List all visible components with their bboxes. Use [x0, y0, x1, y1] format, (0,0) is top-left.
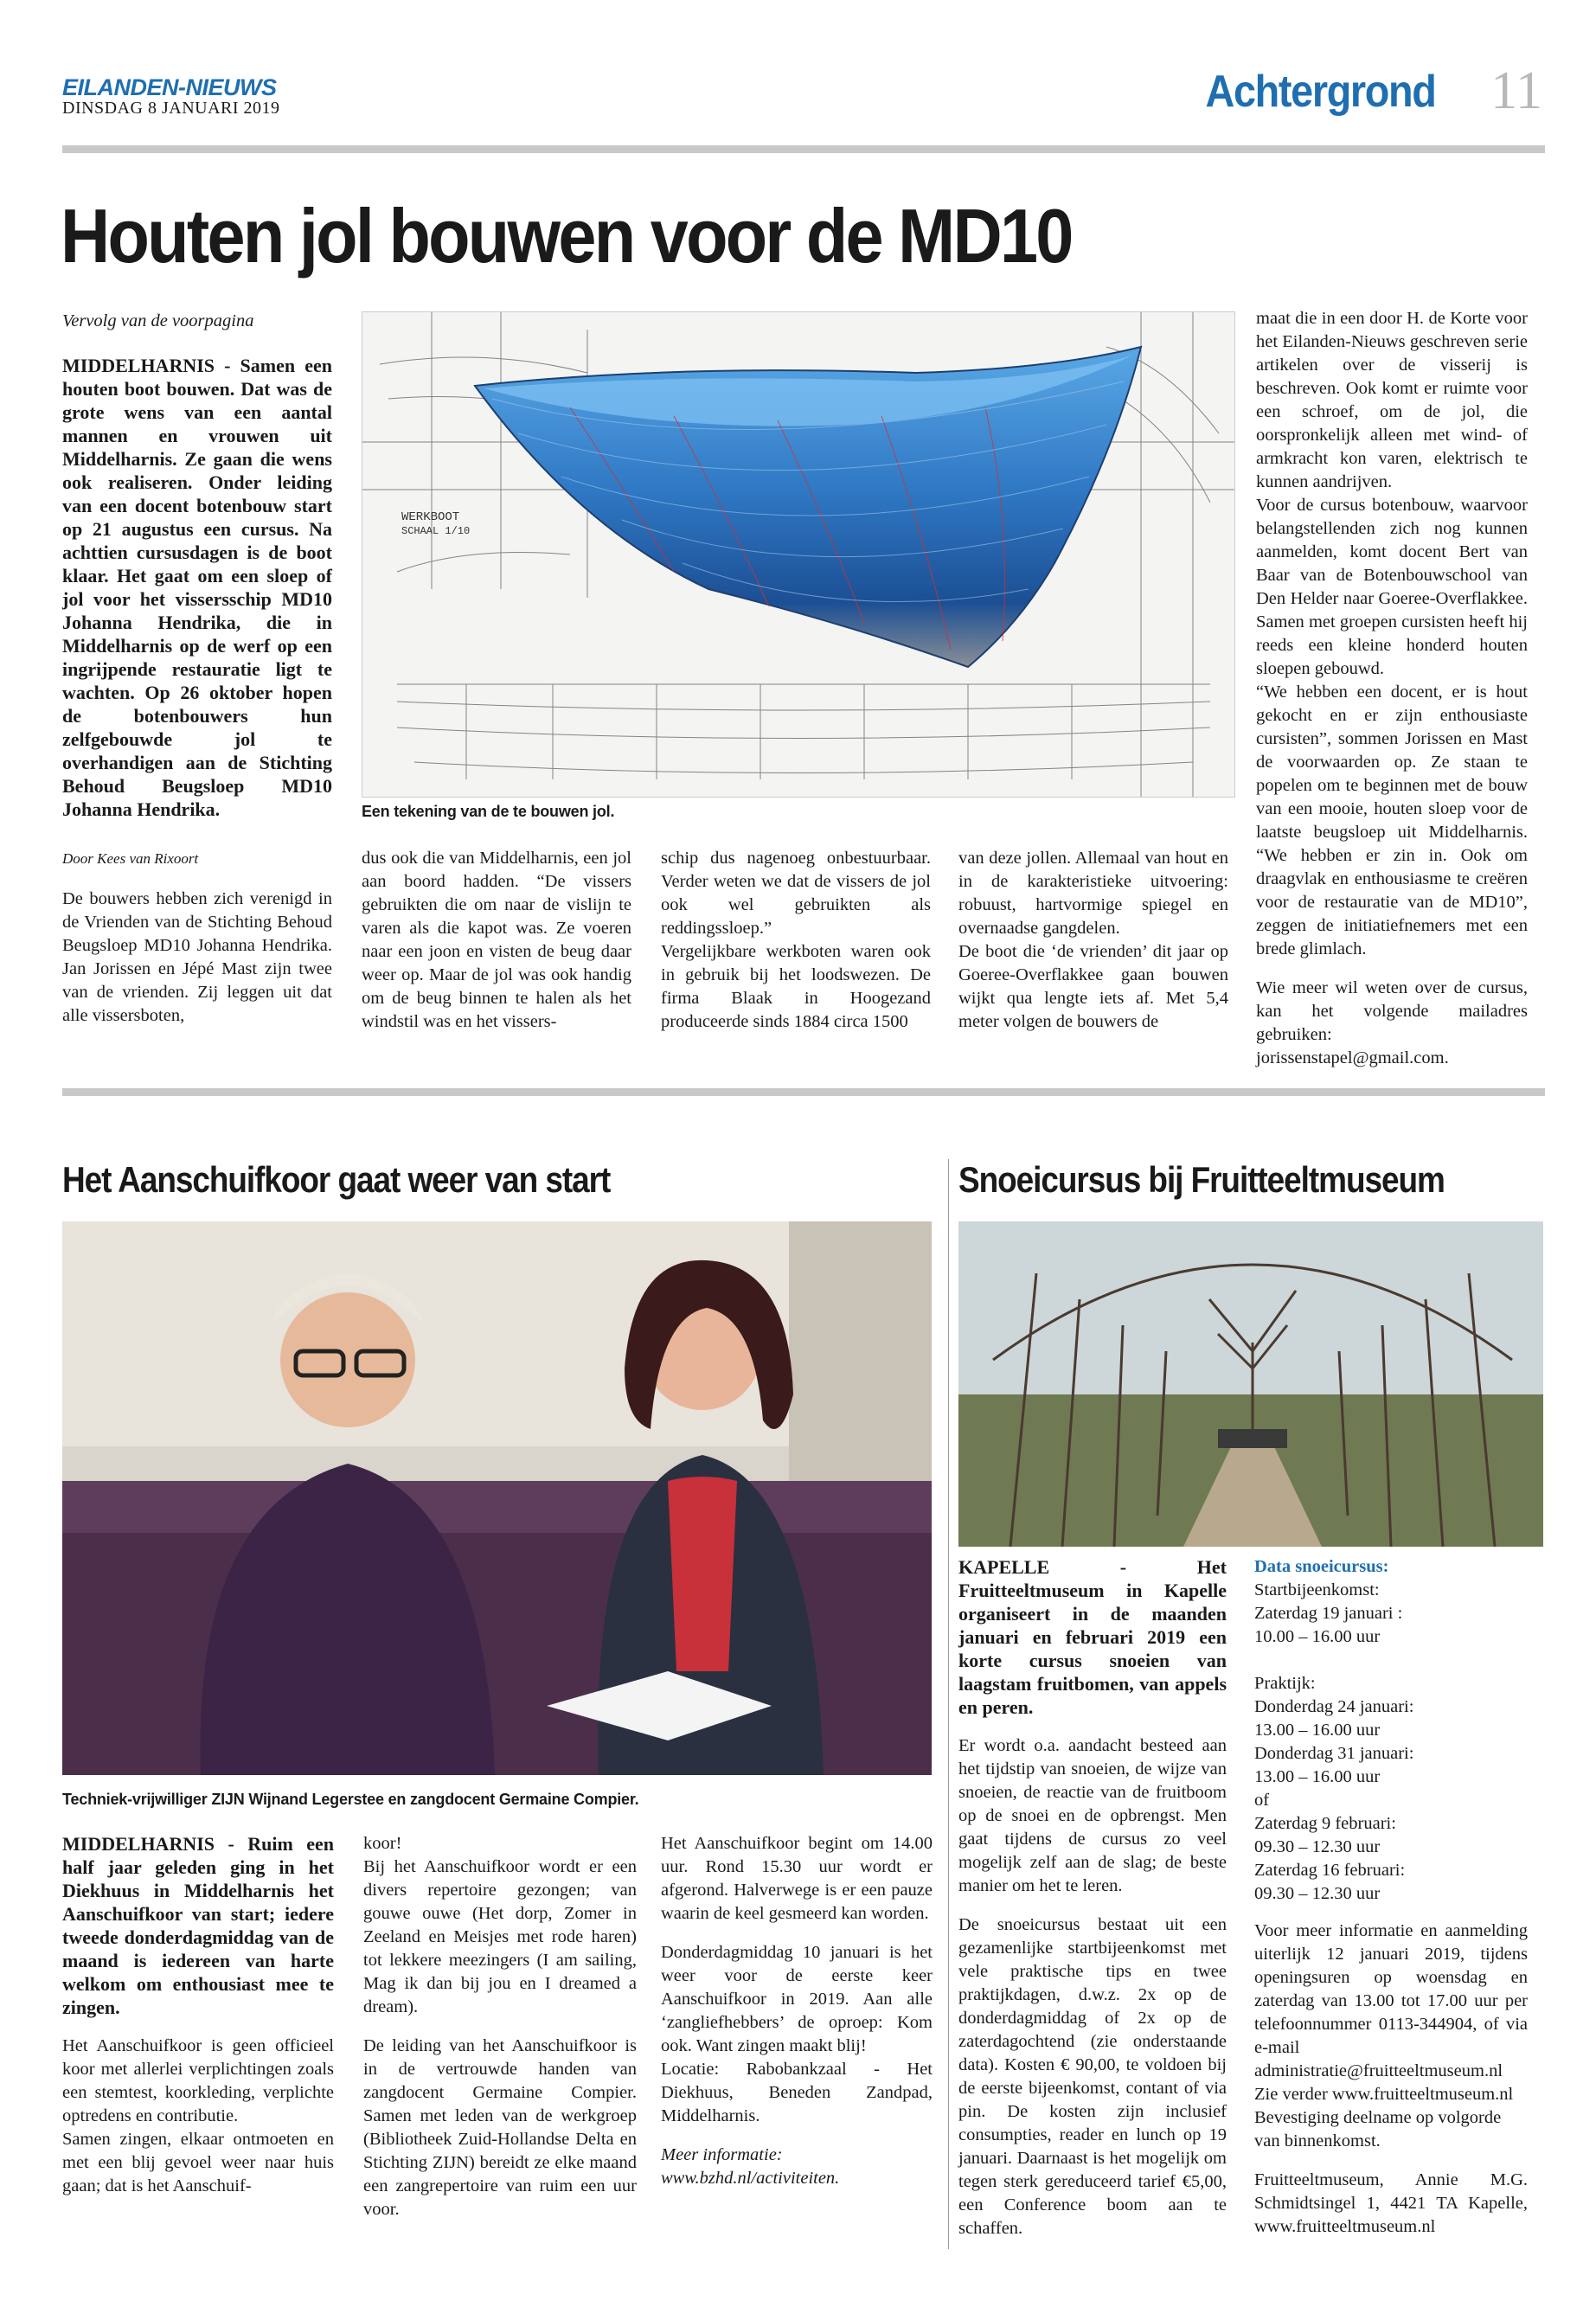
article2-col2-p1: koor! — [363, 1834, 402, 1853]
article3-info-column — [1254, 1555, 1528, 2239]
article1-column-1 — [62, 310, 332, 1028]
page-number: 11 — [1490, 61, 1542, 120]
article-headline: Houten jol bouwen voor de MD10 — [61, 193, 1072, 279]
schedule-line: Praktijk: — [1254, 1674, 1316, 1693]
schedule-spacer — [1254, 1649, 1528, 1672]
article2-col3-p1: Het Aanschuifkoor begint om 14.00 uur. Rond 15.30 uur wordt er afgerond. Halverwege is er een pauze waarin de keel gesmeerd kan worden. — [661, 1834, 933, 1923]
article3-lead: KAPELLE - Het Fruitteeltmuseum in Kapelle organiseert in de maanden januari en februari 2019 een korte cursus snoeien van laagstam fruitbomen, van appels en peren. — [958, 1556, 1227, 1718]
course-dates-title: Data snoeicursus: — [1254, 1557, 1389, 1576]
schedule-line: 09.30 – 12.30 uur — [1254, 1837, 1381, 1856]
schedule-line: Zaterdag 16 februari: — [1254, 1861, 1406, 1880]
article2-column-1 — [62, 1832, 334, 2198]
article1-col4-p1: van deze jollen. Allemaal van hout en in de karakteristieke uitvoering: robuust, hartvormige spiegel en overnaadse gangdelen. — [958, 849, 1228, 938]
course-schedule — [1254, 1579, 1528, 1906]
website-line[interactable]: Zie verder www.fruitteeltmuseum.nl — [1254, 2085, 1514, 2104]
byline: Door Kees van Rixoort — [62, 850, 199, 867]
article3-main-column — [958, 1555, 1227, 2240]
boat-drawing-caption: Een tekening van de te bouwen jol. — [362, 803, 615, 820]
schedule-line: Zaterdag 19 januari : — [1254, 1604, 1403, 1623]
aanschuifkoor-headline: Het Aanschuifkoor gaat weer van start — [62, 1159, 611, 1200]
article1-body: De bouwers hebben zich verenigd in de Vrienden van de Stichting Behoud Beugsloep MD10 Johanna Hendrika. Jan Jorissen en Jépé Mast zijn twee van de vrienden. Zij leggen uit dat alle vissersboten, — [62, 889, 332, 1025]
drawing-label: WERKBOOT — [401, 510, 460, 524]
drawing-scale-label: SCHAAL 1/10 — [401, 525, 471, 537]
schedule-line: 13.00 – 16.00 uur — [1254, 1721, 1381, 1740]
more-info-link[interactable]: www.bzhd.nl/activiteiten. — [661, 2169, 840, 2188]
article1-col5-p4: Wie meer wil weten over de cursus, kan het volgende mailadres gebruiken: jorissenstapel@gmail.com. — [1256, 978, 1528, 1067]
choir-photo-caption: Techniek-vrijwilliger ZIJN Wijnand Legerstee en zangdocent Germaine Compier. — [62, 1791, 639, 1808]
article1-column-4 — [958, 847, 1228, 1034]
article3-p1: Er wordt o.a. aandacht besteed aan het tijdstip van snoeien, de wijze van snoeien, de reactie van de fruitboom op de snoei en de opbrengst. Men gaat tijdens de cursus zo veel mogelijk zelf aan de slag; de beste manier om het te leren. — [958, 1736, 1227, 1895]
schedule-line: 09.30 – 12.30 uur — [1254, 1884, 1381, 1903]
article2-col2-p3: De leiding van het Aanschuifkoor is in de vertrouwde handen van zangdocent Germaine Compier. Samen met leden van de werkgroep (Bibliotheek Zuid-Hollandse Delta en Stichting ZIJN) bereidt ze elke maand een zangrepertoire van ruim een uur voor. — [363, 2036, 637, 2219]
museum-address: Fruitteeltmuseum, Annie M.G. Schmidtsingel 1, 4421 TA Kapelle, www.fruitteeltmuseum.nl — [1254, 2170, 1528, 2236]
kicker: Vervolg van de voorpagina — [62, 311, 254, 330]
schedule-line: 10.00 – 16.00 uur — [1254, 1627, 1381, 1646]
section-title: Achtergrond — [1205, 67, 1435, 117]
schedule-line: Donderdag 31 januari: — [1254, 1744, 1414, 1763]
article1-col2-text: dus ook die van Middelharnis, een jol aan boord hadden. “De vissers gebruikten die om naar de vislijn te varen als die kapot was. Ze voeren naar een joon en visten de beug daar weer op. Maar de jol was ook handig om de beug binnen te halen als het windstil was en het vissers- — [362, 849, 631, 1031]
schedule-line: Startbijeenkomst: — [1254, 1580, 1380, 1599]
article2-body: Het Aanschuifkoor is geen officieel koor met allerlei verplichtingen zoals een stemtest, koorkleding, verplichte optredens en contributie. — [62, 2036, 334, 2125]
more-info-label: Meer informatie: — [661, 2145, 783, 2164]
masthead-logo: EILANDEN-NIEUWS — [62, 74, 277, 100]
registration-info: Voor meer informatie en aanmelding uiterlijk 12 januari 2019, tijdens openingsuren op woensdag en zaterdag van 13.00 tot 17.00 uur per telefoonnummer 0113-344904, of via e-mail administratie@fruitteeltmuseum.nl — [1254, 1921, 1528, 2080]
article2-col3-p3: Locatie: Rabobankzaal - Het Diekhuus, Beneden Zandpad, Middelharnis. — [661, 2060, 933, 2125]
schedule-line: Zaterdag 9 februari: — [1254, 1814, 1396, 1833]
article2-lead: MIDDELHARNIS - Ruim een half jaar geleden ging in het Diekhuus in Middelharnis het Aanschuifkoor van start; iedere tweede donderdagmiddag van de maand is iedereen van harte welkom om enthousiast mee te zingen. — [62, 1833, 334, 2018]
article1-column-5 — [1256, 307, 1528, 1070]
article2-column-2 — [363, 1832, 637, 2221]
issue-date: DINSDAG 8 JANUARI 2019 — [62, 99, 280, 118]
orchard-photo — [958, 1221, 1543, 1547]
schedule-line: 13.00 – 16.00 uur — [1254, 1767, 1381, 1786]
header-rule — [62, 145, 1545, 153]
article1-col5-p1: maat die in een door H. de Korte voor het Eilanden-Nieuws geschreven serie artikelen over de visserij is beschreven. Ook komt er ruimte voor een schroef, om de jol, die oorspronkelijk alleen met wind- of armkracht kon varen, elektrisch te kunnen aandrijven. — [1256, 309, 1528, 491]
article1-col4-p2: De boot die ‘de vrienden’ dit jaar op Goeree-Overflakkee gaan bouwen wijkt qua lengte iets af. Met 5,4 meter volgen de bouwers de — [958, 942, 1228, 1031]
choir-photo — [62, 1221, 932, 1775]
article1-column-2 — [362, 847, 631, 1034]
article1-column-3 — [661, 847, 931, 1034]
article3-p2: De snoeicursus bestaat uit een gezamenlijke startbijeenkomst met vele praktische tips en twee praktijkdagen, d.w.z. 2x op de donderdagmiddag of 2x op de zaterdagochtend (zie onderstaande data). Kosten € 90,00, te voldoen bij de eerste bijeenkomst, contant of via pin. De kosten zijn inclusief consumpties, reader en lunch op 19 januari. Daarnaast is het mogelijk om tegen sterk gereduceerd tarief €5,00, een Conference boom aan te schaffen. — [958, 1915, 1227, 2238]
article2-col2-p2: Bij het Aanschuifkoor wordt er een divers repertoire gezongen; van gouwe ouwe (Het dorp, Zomer in Zeeland en Meisjes met rode haren) tot lekkere meezingers (I am sailing, Mag ik dan bij jou en I dreamed a dream). — [363, 1857, 637, 2016]
section-divider — [62, 1088, 1545, 1096]
article1-col3-p2: Vergelijkbare werkboten waren ook in gebruik bij het loodswezen. De firma Blaak in Hoogezand produceerde sinds 1884 circa 1500 — [661, 942, 931, 1031]
confirmation-note: Bevestiging deelname op volgorde van binnenkomst. — [1254, 2108, 1502, 2150]
article1-col3-p1: schip dus nagenoeg onbestuurbaar. Verder weten we dat de vissers de jol ook wel gebruikten als reddingssloep.” — [661, 849, 931, 938]
article2-column-3 — [661, 1832, 933, 2190]
schedule-line: of — [1254, 1791, 1270, 1810]
article2-col3-p2: Donderdagmiddag 10 januari is het weer voor de eerste keer Aanschuifkoor in 2019. Aan alle ‘zangliefhebbers’ de oproep: Kom ook. Want zingen maakt blij! — [661, 1943, 933, 2055]
article1-col5-p3: “We hebben een docent, er is hout gekocht en er zijn enthousiaste cursisten”, sommen Jorissen en Mast de voorwaarden op. Ze staan te popelen om te beginnen met de bouw van een mooie, houten sloep voor de laatste beugsloep uit Middelharnis. “We hebben er zin in. Ook om draagvlak en enthousiasme te creëren voor de restauratie van de MD10”, zeggen de initiatiefnemers met een brede glimlach. — [1256, 683, 1528, 958]
snoeicursus-headline: Snoeicursus bij Fruitteeltmuseum — [958, 1159, 1445, 1200]
column-separator — [948, 1159, 949, 2249]
boat-drawing-image — [362, 311, 1235, 798]
article2-body-2: Samen zingen, elkaar ontmoeten en met een blij gevoel weer naar huis gaan; dat is het Aanschuif- — [62, 2130, 334, 2195]
article1-col5-p2: Voor de cursus botenbouw, waarvoor belangstellenden zich nog kunnen aanmelden, komt docent Bert van Baar van de Botenbouwschool van Den Helder naar Goeree-Overflakkee. Samen met groepen cursisten heeft hij reeds een kleine honderd houten sloepen gebouwd. — [1256, 496, 1528, 678]
schedule-line: Donderdag 24 januari: — [1254, 1697, 1414, 1716]
article1-lead: MIDDELHARNIS - Samen een houten boot bouwen. Dat was de grote wens van een aantal mannen en vrouwen uit Middelharnis. Ze gaan die wens ook realiseren. Onder leiding van een docent botenbouw start op 21 augustus een cursus. Na achttien cursusdagen is de boot klaar. Het gaat om een sloep of jol voor het vissersschip MD10 Johanna Hendrika, die in Middelharnis op de werf op een ingrijpende restauratie ligt te wachten. Op 26 oktober hopen de botenbouwers hun zelfgebouwde jol te overhandigen aan de Stichting Behoud Beugsloep MD10 Johanna Hendrika. — [62, 355, 332, 820]
